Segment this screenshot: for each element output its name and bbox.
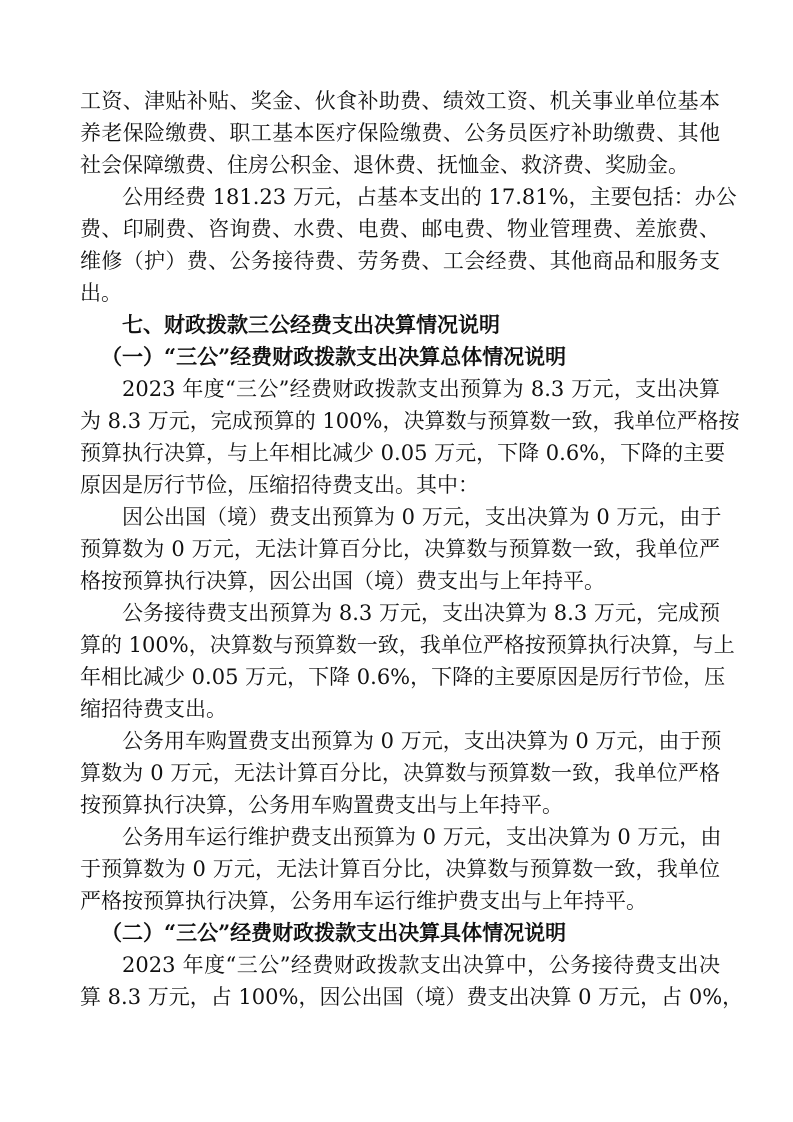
body-text-line: 工资、津贴补贴、奖金、伙食补助费、绩效工资、机关事业单位基本 [80, 89, 720, 113]
document-page [80, 85, 744, 1013]
body-text-line: 出。 [80, 281, 122, 305]
body-text-line: 社会保障缴费、住房公积金、退休费、抚恤金、救济费、奖励金。 [80, 153, 689, 177]
body-text-line: 为 8.3 万元，完成预算的 100%，决算数与预算数一致，我单位严格按 [80, 409, 740, 433]
body-text-line: 算的 100%，决算数与预算数一致，我单位严格按预算执行决算，与上 [80, 633, 735, 657]
subsection-heading: （一）“三公”经费财政拨款支出决算总体情况说明 [101, 344, 567, 369]
body-text-line: 缩招待费支出。 [80, 697, 227, 721]
body-text-line: 严格按预算执行决算，公务用车运行维护费支出与上年持平。 [80, 889, 647, 913]
body-text-line: 2023 年度“三公”经费财政拨款支出决算中，公务接待费支出决 [122, 953, 720, 977]
body-text-line: 费、印刷费、咨询费、水费、电费、邮电费、物业管理费、差旅费、 [80, 217, 720, 241]
body-text-line: 按预算执行决算，公务用车购置费支出与上年持平。 [80, 793, 563, 817]
body-text-line: 原因是厉行节俭，压缩招待费支出。其中： [80, 473, 479, 497]
body-text-line: 年相比减少 0.05 万元，下降 0.6%，下降的主要原因是厉行节俭，压 [80, 665, 726, 689]
body-text-line: 公务用车购置费支出预算为 0 万元，支出决算为 0 万元，由于预 [122, 729, 722, 753]
body-text-line: 2023 年度“三公”经费财政拨款支出预算为 8.3 万元，支出决算 [122, 377, 720, 401]
body-text-line: 于预算数为 0 万元，无法计算百分比，决算数与预算数一致，我单位 [80, 857, 720, 881]
body-text-line: 格按预算执行决算，因公出国（境）费支出与上年持平。 [80, 569, 605, 593]
body-text-line: 公务接待费支出预算为 8.3 万元，支出决算为 8.3 万元，完成预 [122, 601, 720, 625]
body-text-line: 算 8.3 万元，占 100%，因公出国（境）费支出决算 0 万元，占 0%， [80, 985, 744, 1009]
body-text-line: 公用经费 181.23 万元，占基本支出的 17.81%，主要包括：办公 [122, 185, 737, 209]
section-heading: 七、财政拨款三公经费支出决算情况说明 [122, 312, 500, 337]
body-text-line: 预算执行决算，与上年相比减少 0.05 万元，下降 0.6%，下降的主要 [80, 441, 726, 465]
body-text-line: 养老保险缴费、职工基本医疗保险缴费、公务员医疗补助缴费、其他 [80, 121, 720, 145]
body-text-line: 因公出国（境）费支出预算为 0 万元，支出决算为 0 万元，由于 [122, 505, 722, 529]
body-text-line: 预算数为 0 万元，无法计算百分比，决算数与预算数一致，我单位严 [80, 537, 720, 561]
body-text-line: 公务用车运行维护费支出预算为 0 万元，支出决算为 0 万元，由 [122, 825, 722, 849]
subsection-heading: （二）“三公”经费财政拨款支出决算具体情况说明 [101, 920, 567, 945]
body-text-line: 维修（护）费、公务接待费、劳务费、工会经费、其他商品和服务支 [80, 249, 720, 273]
body-text-line: 算数为 0 万元，无法计算百分比，决算数与预算数一致，我单位严格 [80, 761, 720, 785]
